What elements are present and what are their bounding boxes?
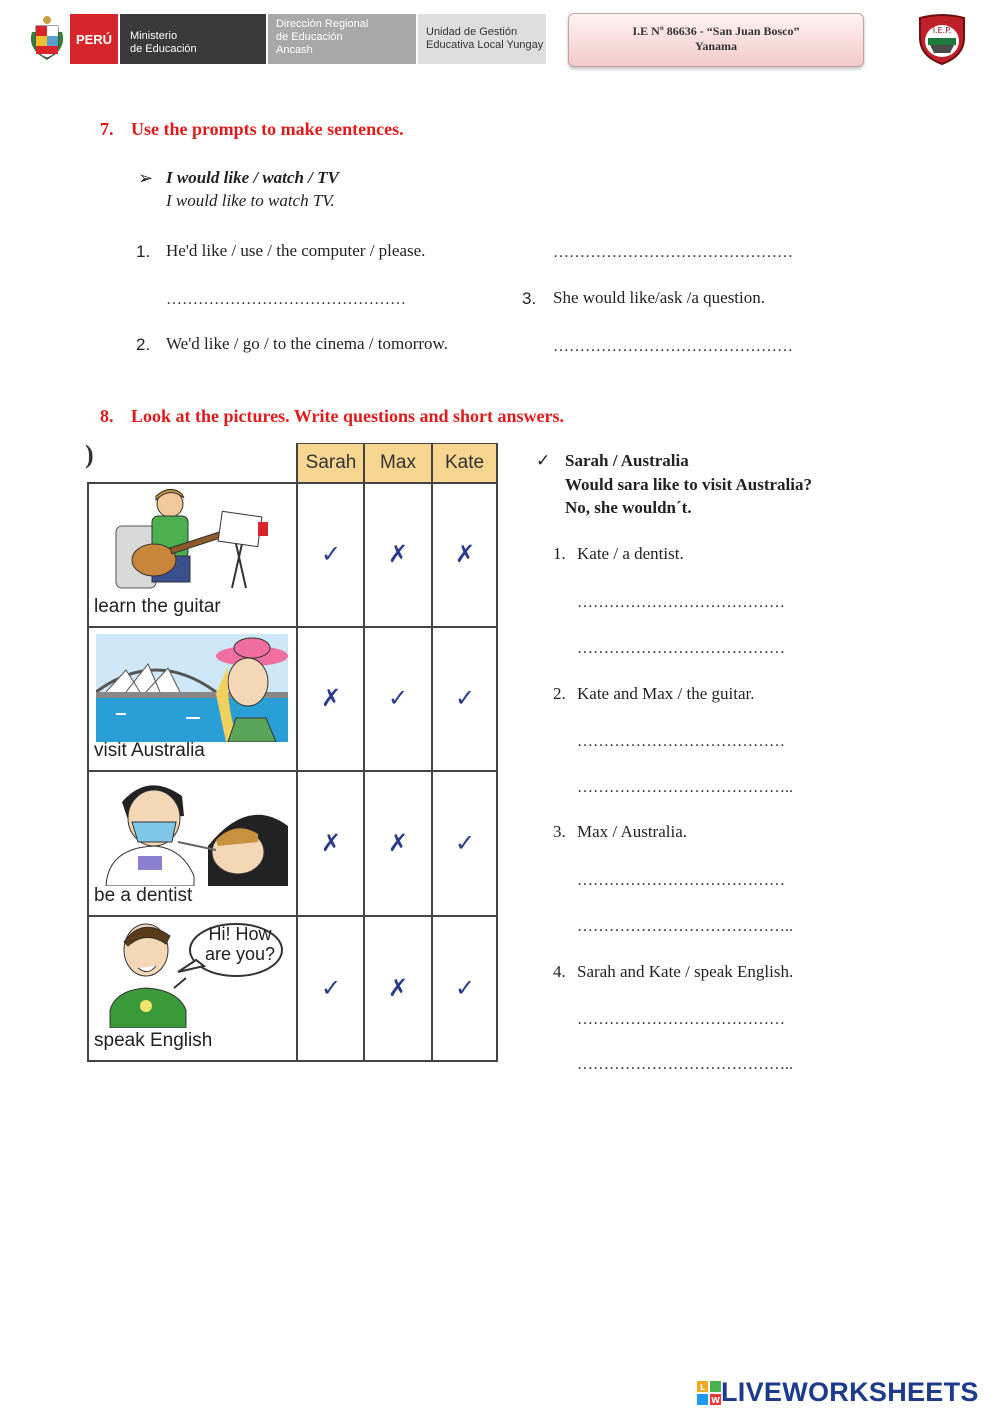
- example-answer: I would like to watch TV.: [166, 191, 335, 210]
- example-answer: No, she wouldn´t.: [565, 498, 692, 517]
- svg-text:L: L: [699, 1382, 706, 1392]
- column-header-max: Max: [365, 444, 431, 482]
- peru-label: PERÚ: [70, 14, 118, 64]
- mark-cell: ✗: [387, 974, 409, 1002]
- prompt-text: We'd like / go / to the cinema / tomorrow.: [166, 334, 448, 353]
- item-number: 2.: [553, 684, 566, 703]
- example-prompt: I would like / watch / TV: [166, 168, 339, 187]
- mark-cell: ✗: [320, 684, 342, 712]
- regional-directorate-label: Dirección Regional de Educación Ancash: [268, 14, 416, 64]
- mark-cell: ✓: [320, 974, 342, 1002]
- liveworksheets-logo[interactable]: [697, 1377, 979, 1408]
- prompt-text: He'd like / use / the computer / please.: [166, 241, 426, 260]
- example-question: Would sara like to visit Australia?: [565, 475, 812, 494]
- exercise-8-heading: 8. Look at the pictures. Write questions and short answers.: [100, 406, 565, 426]
- school-name-box: [568, 13, 864, 67]
- column-header-kate: Kate: [432, 444, 497, 482]
- ministry-label: Ministerio de Educación: [120, 14, 266, 64]
- prompt-text: Kate and Max / the guitar.: [577, 684, 755, 703]
- dentist-illustration: [98, 776, 294, 891]
- answer-line[interactable]: …………………………………..: [577, 779, 793, 796]
- exercise-7-heading: 7. Use the prompts to make sentences.: [100, 119, 404, 139]
- mark-cell: ✓: [320, 540, 342, 568]
- answer-line[interactable]: …………………………………: [577, 872, 785, 889]
- activity-label: be a dentist: [94, 885, 193, 906]
- school-name: I.E Nº 86636 - “San Juan Bosco”: [632, 24, 800, 38]
- school-crest: [916, 12, 968, 66]
- example-prompt: Sarah / Australia: [565, 451, 689, 470]
- mark-cell: ✓: [454, 829, 476, 857]
- peru-coat-of-arms: [26, 14, 68, 62]
- mark-cell: ✓: [454, 684, 476, 712]
- mark-cell: ✗: [454, 540, 476, 568]
- answer-line[interactable]: …………………………………: [577, 1011, 785, 1028]
- ugel-label: Unidad de Gestión Educativa Local Yungay: [418, 14, 546, 64]
- speech-bubble-text: Hi! How are you?: [204, 924, 276, 964]
- liveworksheets-text: LIVEWORKSHEETS: [721, 1377, 979, 1407]
- prompt-text: Sarah and Kate / speak English.: [577, 962, 794, 981]
- answer-line[interactable]: ………………………………………: [553, 338, 793, 355]
- answer-line[interactable]: …………………………………: [577, 594, 785, 611]
- check-icon: ✓: [536, 451, 551, 470]
- australia-illustration: [96, 634, 288, 747]
- prompt-text: She would like/ask /a question.: [553, 288, 766, 307]
- item-number: 1.: [553, 544, 566, 563]
- item-number: 2.: [136, 335, 151, 354]
- mark-cell: ✗: [320, 829, 342, 857]
- answer-line[interactable]: …………………………………..: [577, 1056, 793, 1073]
- item-number: 3.: [553, 822, 566, 841]
- activity-label: visit Australia: [94, 740, 205, 761]
- guitar-illustration: [92, 486, 282, 601]
- example-bullet-arrow-icon: ➢: [138, 168, 154, 188]
- item-number: 4.: [553, 962, 566, 981]
- item-number: 3.: [522, 289, 537, 308]
- answer-line[interactable]: ………………………………………: [166, 291, 406, 308]
- liveworksheets-mark-icon: [697, 1381, 721, 1405]
- answer-line[interactable]: …………………………………: [577, 733, 785, 750]
- bracket-mark: ): [85, 440, 94, 469]
- mark-cell: ✗: [387, 829, 409, 857]
- item-number: 1.: [136, 242, 151, 261]
- crest-text: I.E.P.: [932, 26, 952, 35]
- prompt-text: Kate / a dentist.: [577, 544, 684, 563]
- mark-cell: ✗: [387, 540, 409, 568]
- mark-cell: ✓: [387, 684, 409, 712]
- column-header-sarah: Sarah: [298, 444, 364, 482]
- answer-line[interactable]: ………………………………………: [553, 244, 793, 261]
- mark-cell: ✓: [454, 974, 476, 1002]
- answer-line[interactable]: …………………………………..: [577, 918, 793, 935]
- school-place: Yanama: [694, 39, 737, 53]
- answer-line[interactable]: …………………………………: [577, 640, 785, 657]
- prompt-text: Max / Australia.: [577, 822, 688, 841]
- activity-label: learn the guitar: [94, 596, 221, 617]
- svg-text:W: W: [711, 1395, 720, 1405]
- activity-label: speak English: [94, 1030, 213, 1051]
